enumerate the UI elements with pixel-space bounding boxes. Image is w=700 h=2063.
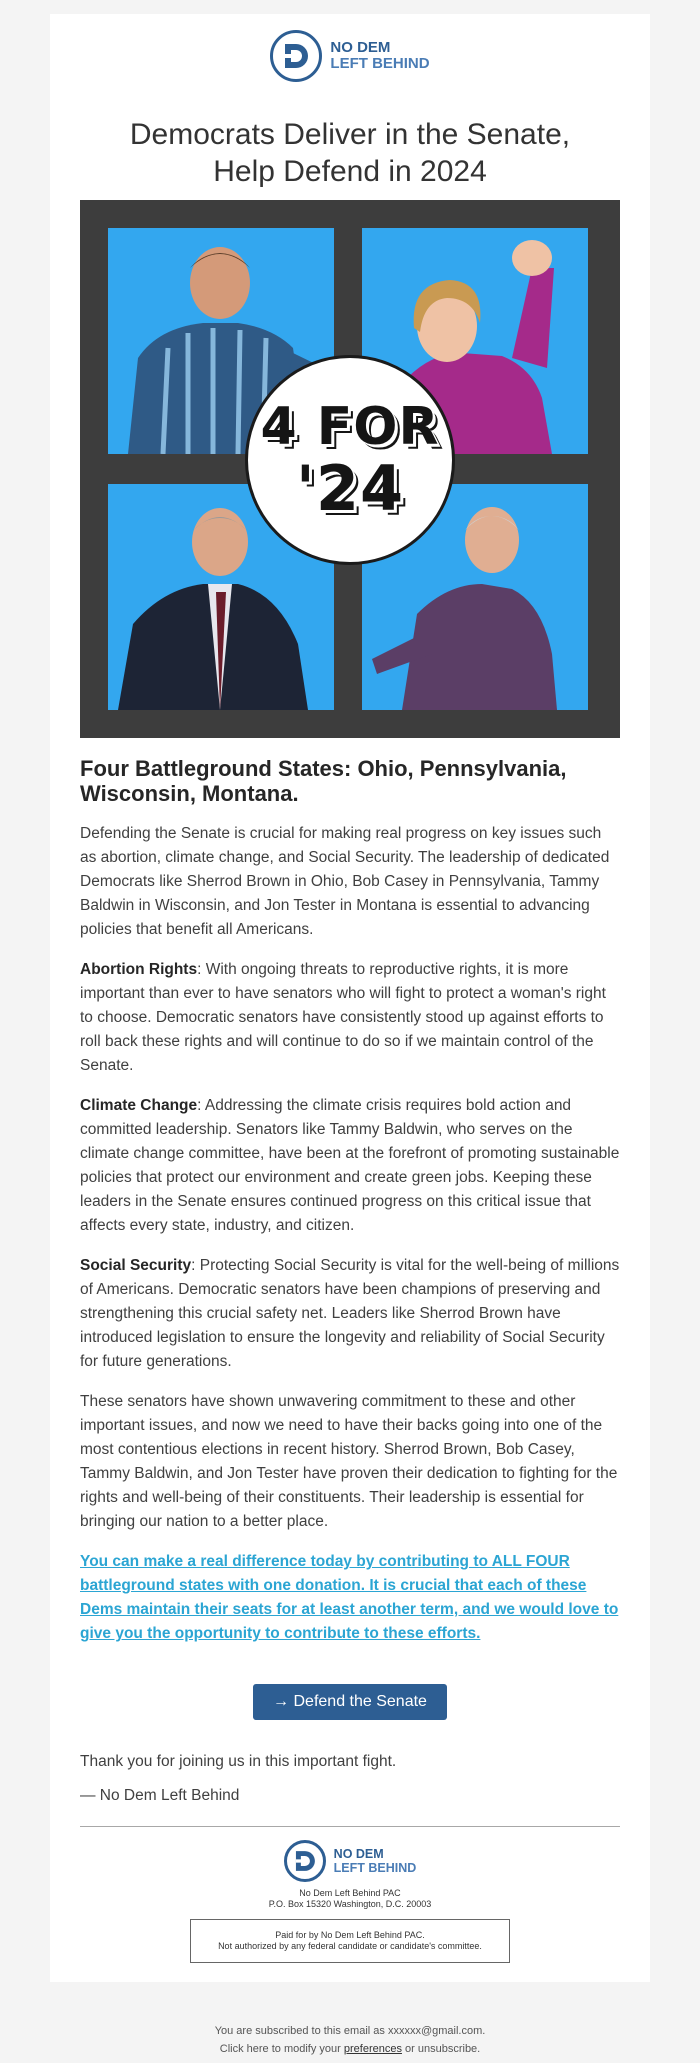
commitment-paragraph: These senators have shown unwavering commitment to these and other important issues, and now we need to have their backs going into one of the most contentious elections in recent history. Sherrod Brown, Bob Casey, Tammy Baldwin, and Jon Tester have proven their dedication to fighting for the rights and well-being of their constituents. Their leadership is essential for bringing our nation to a better place. (80, 1393, 618, 1530)
logo-line-2: LEFT BEHIND (333, 1861, 417, 1875)
subscription-footer (0, 2022, 700, 2058)
thank-you-text: Thank you for joining us in this important fight. (80, 1753, 397, 1770)
unsubscribe-text[interactable]: or unsubscribe. (401, 2043, 481, 2055)
divider (80, 1826, 620, 1827)
four-for-24-badge (245, 355, 455, 565)
button-row (50, 1684, 650, 1720)
paragraph-title: Climate Change (80, 1097, 198, 1114)
donate-link[interactable]: You can make a real difference today by contributing to ALL FOUR battleground states with one donation. It is crucial that each of these Dems maintain their seats for at least another term, and we would love to give you the opportunity to contribute to these efforts. (80, 1553, 619, 1642)
subscribed-suffix: . (482, 2025, 486, 2037)
logo-wordmark (330, 40, 429, 72)
mailing-address (50, 1888, 650, 1910)
headline-line-1: Democrats Deliver in the Senate, (129, 118, 571, 151)
modify-line (0, 2040, 700, 2058)
paragraph-text: : Protecting Social Security is vital for the well-being of millions of Americans. Democratic senators have been champions of preserving and strengthening this crucial safety net. Leaders like Sherrod Brown have introduced legislation to ensure the longevity and reliability of Social Security for future generations. (80, 1257, 620, 1370)
paragraph-title: Social Security (80, 1257, 192, 1274)
logo-d-icon (270, 30, 322, 82)
subscriber-email: xxxxxx@gmail.com (387, 2025, 483, 2037)
headline-line-2: Help Defend in 2024 (213, 155, 487, 188)
logo-line-1: NO DEM (333, 1847, 384, 1861)
logo-d-icon (284, 1840, 326, 1882)
po-box: P.O. Box 15320 Washington, D.C. 20003 (268, 1899, 432, 1909)
signature: — No Dem Left Behind (80, 1787, 240, 1804)
paid-for-text: Paid for by No Dem Left Behind PAC. (275, 1930, 425, 1940)
paragraph-title: Abortion Rights (80, 961, 198, 978)
email-body (80, 822, 620, 1646)
paragraph-text: : With ongoing threats to reproductive rights, it is more important than ever to have senators who will fight to protect a woman's right to choose. Democratic senators have consistently stood up against efforts to roll back these rights and will continue to do so if we maintain control of the Senate. (80, 961, 606, 1074)
logo-line-1: NO DEM (330, 39, 391, 56)
paragraph-text: : Addressing the climate crisis requires bold action and committed leadership. Senators like Tammy Baldwin, who serves on the climate change committee, have been at the forefront of promoting sustainable policies that protect our environment and create green jobs. Keeping these leaders in the Senate ensures continued progress on this critical issue that affects every state, industry, and citizen. (80, 1097, 620, 1234)
email-card (50, 14, 650, 1982)
abortion-rights-paragraph (80, 958, 620, 1078)
page-title (80, 116, 620, 190)
not-authorized-text: Not authorized by any federal candidate or candidate's committee. (218, 1941, 482, 1951)
social-security-paragraph (80, 1254, 620, 1374)
intro-paragraph: Defending the Senate is crucial for making real progress on key issues such as abortion, climate change, and Social Security. The leadership of dedicated Democrats like Sherrod Brown in Ohio, Bob Casey in Pennsylvania, Tammy Baldwin in Wisconsin, and Jon Tester in Montana is essential to advancing policies that benefit all Americans. (80, 825, 610, 938)
section-heading: Four Battleground States: Ohio, Pennsylvania, Wisconsin, Montana. (80, 756, 567, 806)
hero-image (80, 200, 620, 738)
logo-line-2: LEFT BEHIND (330, 55, 430, 72)
defend-the-senate-button[interactable]: → Defend the Senate (253, 1684, 447, 1720)
footer-logo[interactable] (50, 1840, 650, 1882)
org-name: No Dem Left Behind PAC (299, 1888, 401, 1898)
badge-line-2: '24 (295, 452, 405, 525)
paid-for-disclaimer (190, 1919, 510, 1963)
badge-line-1: 4 FOR (260, 397, 440, 457)
subscribed-prefix: You are subscribed to this email as (214, 2025, 388, 2037)
logo-wordmark (334, 1847, 417, 1875)
climate-change-paragraph (80, 1094, 620, 1238)
header-logo[interactable] (50, 30, 650, 82)
preferences-link[interactable]: preferences (343, 2043, 402, 2055)
subscribed-line (0, 2022, 700, 2040)
modify-prefix: Click here to modify your (219, 2043, 344, 2055)
closing (80, 1750, 620, 1818)
